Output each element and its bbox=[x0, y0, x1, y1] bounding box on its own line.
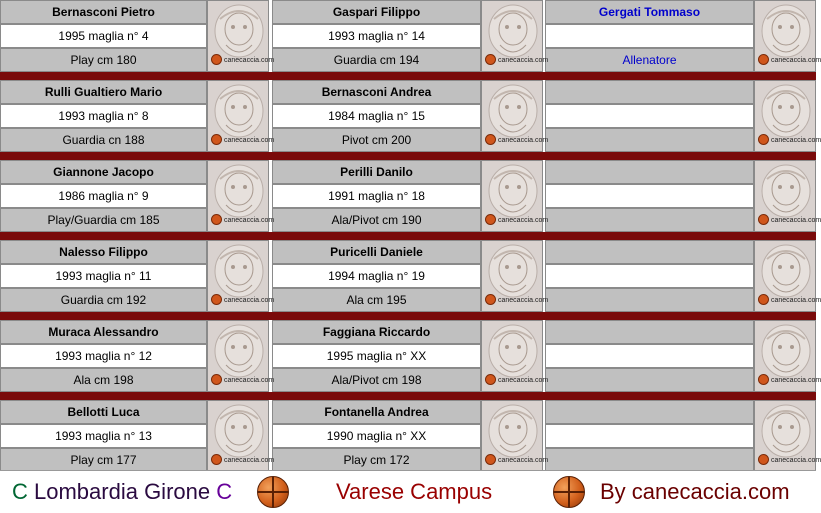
logo-dot-icon bbox=[211, 374, 222, 385]
player-row bbox=[0, 0, 821, 72]
logo-dot-icon bbox=[211, 214, 222, 225]
player-row bbox=[0, 160, 821, 232]
player-role bbox=[545, 208, 754, 232]
player-photo-placeholder bbox=[207, 0, 275, 72]
league-letter-c-purple: C bbox=[216, 479, 233, 504]
logo-dot-icon bbox=[485, 294, 496, 305]
player-info bbox=[545, 104, 754, 128]
team-name: Varese Campus bbox=[336, 479, 493, 504]
player-info: 1986 maglia n° 9 bbox=[0, 184, 207, 208]
player-info bbox=[545, 424, 754, 448]
photo-watermark: canecaccia.com bbox=[771, 137, 821, 144]
player-info: 1993 maglia n° 12 bbox=[0, 344, 207, 368]
player-photo-placeholder bbox=[481, 0, 549, 72]
player-info: 1993 maglia n° 8 bbox=[0, 104, 207, 128]
photo-watermark: canecaccia.com bbox=[224, 57, 275, 64]
photo-watermark: canecaccia.com bbox=[224, 457, 275, 464]
player-name: Giannone Jacopo bbox=[0, 160, 207, 184]
player-role: Ala/Pivot cm 190 bbox=[272, 208, 481, 232]
player-info: 1984 maglia n° 15 bbox=[272, 104, 481, 128]
photo-watermark: canecaccia.com bbox=[498, 377, 549, 384]
row-separator bbox=[0, 232, 816, 240]
logo-dot-icon bbox=[758, 134, 769, 145]
logo-dot-icon bbox=[758, 214, 769, 225]
league-label bbox=[12, 479, 232, 505]
photo-watermark: canecaccia.com bbox=[498, 297, 549, 304]
player-photo-placeholder bbox=[754, 160, 821, 232]
player-name: Perilli Danilo bbox=[272, 160, 481, 184]
player-name: Bellotti Luca bbox=[0, 400, 207, 424]
basketball-icon bbox=[553, 476, 585, 508]
logo-dot-icon bbox=[485, 214, 496, 225]
player-row bbox=[0, 80, 821, 152]
player-photo-placeholder bbox=[481, 320, 549, 392]
player-name bbox=[545, 160, 754, 184]
player-name: Rulli Gualtiero Mario bbox=[0, 80, 207, 104]
player-role: Guardia cm 194 bbox=[272, 48, 481, 72]
player-row bbox=[0, 240, 821, 312]
player-name bbox=[545, 240, 754, 264]
player-info: 1993 maglia n° 13 bbox=[0, 424, 207, 448]
photo-watermark: canecaccia.com bbox=[224, 217, 275, 224]
player-info: 1995 maglia n° XX bbox=[272, 344, 481, 368]
logo-dot-icon bbox=[485, 54, 496, 65]
player-name: Gaspari Filippo bbox=[272, 0, 481, 24]
league-letter-c-green: C bbox=[12, 479, 28, 504]
row-separator bbox=[0, 72, 816, 80]
player-info: 1991 maglia n° 18 bbox=[272, 184, 481, 208]
logo-dot-icon bbox=[211, 134, 222, 145]
player-role: Pivot cm 200 bbox=[272, 128, 481, 152]
player-photo-placeholder bbox=[754, 80, 821, 152]
player-photo-placeholder bbox=[207, 240, 275, 312]
player-row bbox=[0, 400, 821, 472]
player-role: Play cm 180 bbox=[0, 48, 207, 72]
player-photo-placeholder bbox=[481, 400, 549, 472]
photo-watermark: canecaccia.com bbox=[498, 57, 549, 64]
player-name: Puricelli Daniele bbox=[272, 240, 481, 264]
footer-banner bbox=[0, 470, 816, 513]
logo-dot-icon bbox=[485, 454, 496, 465]
player-row bbox=[0, 320, 821, 392]
coach-role: Allenatore bbox=[545, 48, 754, 72]
player-name: Bernasconi Andrea bbox=[272, 80, 481, 104]
photo-watermark: canecaccia.com bbox=[771, 297, 821, 304]
player-info: 1993 maglia n° 11 bbox=[0, 264, 207, 288]
photo-watermark: canecaccia.com bbox=[498, 137, 549, 144]
league-name: Lombardia Girone bbox=[27, 479, 217, 504]
player-info bbox=[545, 264, 754, 288]
player-photo-placeholder bbox=[754, 400, 821, 472]
player-name bbox=[545, 80, 754, 104]
player-role bbox=[545, 368, 754, 392]
photo-watermark: canecaccia.com bbox=[224, 137, 275, 144]
player-role bbox=[545, 288, 754, 312]
player-role: Guardia cn 188 bbox=[0, 128, 207, 152]
player-photo-placeholder bbox=[754, 0, 821, 72]
player-role: Ala cm 198 bbox=[0, 368, 207, 392]
logo-dot-icon bbox=[758, 294, 769, 305]
row-separator bbox=[0, 152, 816, 160]
photo-watermark: canecaccia.com bbox=[224, 377, 275, 384]
player-name: Nalesso Filippo bbox=[0, 240, 207, 264]
photo-watermark: canecaccia.com bbox=[771, 217, 821, 224]
photo-watermark: canecaccia.com bbox=[498, 457, 549, 464]
photo-watermark: canecaccia.com bbox=[771, 57, 821, 64]
photo-watermark: canecaccia.com bbox=[771, 457, 821, 464]
player-name: Muraca Alessandro bbox=[0, 320, 207, 344]
player-photo-placeholder bbox=[207, 160, 275, 232]
row-separator bbox=[0, 312, 816, 320]
player-photo-placeholder bbox=[207, 400, 275, 472]
logo-dot-icon bbox=[758, 54, 769, 65]
logo-dot-icon bbox=[758, 374, 769, 385]
player-photo-placeholder bbox=[754, 320, 821, 392]
photo-watermark: canecaccia.com bbox=[224, 297, 275, 304]
player-name bbox=[545, 400, 754, 424]
player-photo-placeholder bbox=[754, 240, 821, 312]
player-role: Play/Guardia cm 185 bbox=[0, 208, 207, 232]
player-role bbox=[545, 448, 754, 472]
coach-name: Gergati Tommaso bbox=[545, 0, 754, 24]
player-photo-placeholder bbox=[481, 80, 549, 152]
basketball-icon bbox=[257, 476, 289, 508]
photo-watermark: canecaccia.com bbox=[498, 217, 549, 224]
logo-dot-icon bbox=[211, 294, 222, 305]
player-role: Ala/Pivot cm 198 bbox=[272, 368, 481, 392]
player-role: Play cm 172 bbox=[272, 448, 481, 472]
player-photo-placeholder bbox=[481, 160, 549, 232]
player-role: Ala cm 195 bbox=[272, 288, 481, 312]
photo-watermark: canecaccia.com bbox=[771, 377, 821, 384]
player-info: 1993 maglia n° 14 bbox=[272, 24, 481, 48]
player-info bbox=[545, 184, 754, 208]
player-role: Play cm 177 bbox=[0, 448, 207, 472]
player-role: Guardia cm 192 bbox=[0, 288, 207, 312]
player-info: 1994 maglia n° 19 bbox=[272, 264, 481, 288]
logo-dot-icon bbox=[485, 374, 496, 385]
logo-dot-icon bbox=[211, 454, 222, 465]
player-photo-placeholder bbox=[207, 320, 275, 392]
player-name: Faggiana Riccardo bbox=[272, 320, 481, 344]
player-info bbox=[545, 344, 754, 368]
player-photo-placeholder bbox=[207, 80, 275, 152]
player-name: Bernasconi Pietro bbox=[0, 0, 207, 24]
player-photo-placeholder bbox=[481, 240, 549, 312]
site-credit: By canecaccia.com bbox=[600, 479, 790, 504]
row-separator bbox=[0, 392, 816, 400]
player-name bbox=[545, 320, 754, 344]
player-info bbox=[545, 24, 754, 48]
logo-dot-icon bbox=[758, 454, 769, 465]
player-role bbox=[545, 128, 754, 152]
player-name: Fontanella Andrea bbox=[272, 400, 481, 424]
player-info: 1990 maglia n° XX bbox=[272, 424, 481, 448]
logo-dot-icon bbox=[211, 54, 222, 65]
logo-dot-icon bbox=[485, 134, 496, 145]
player-info: 1995 maglia n° 4 bbox=[0, 24, 207, 48]
